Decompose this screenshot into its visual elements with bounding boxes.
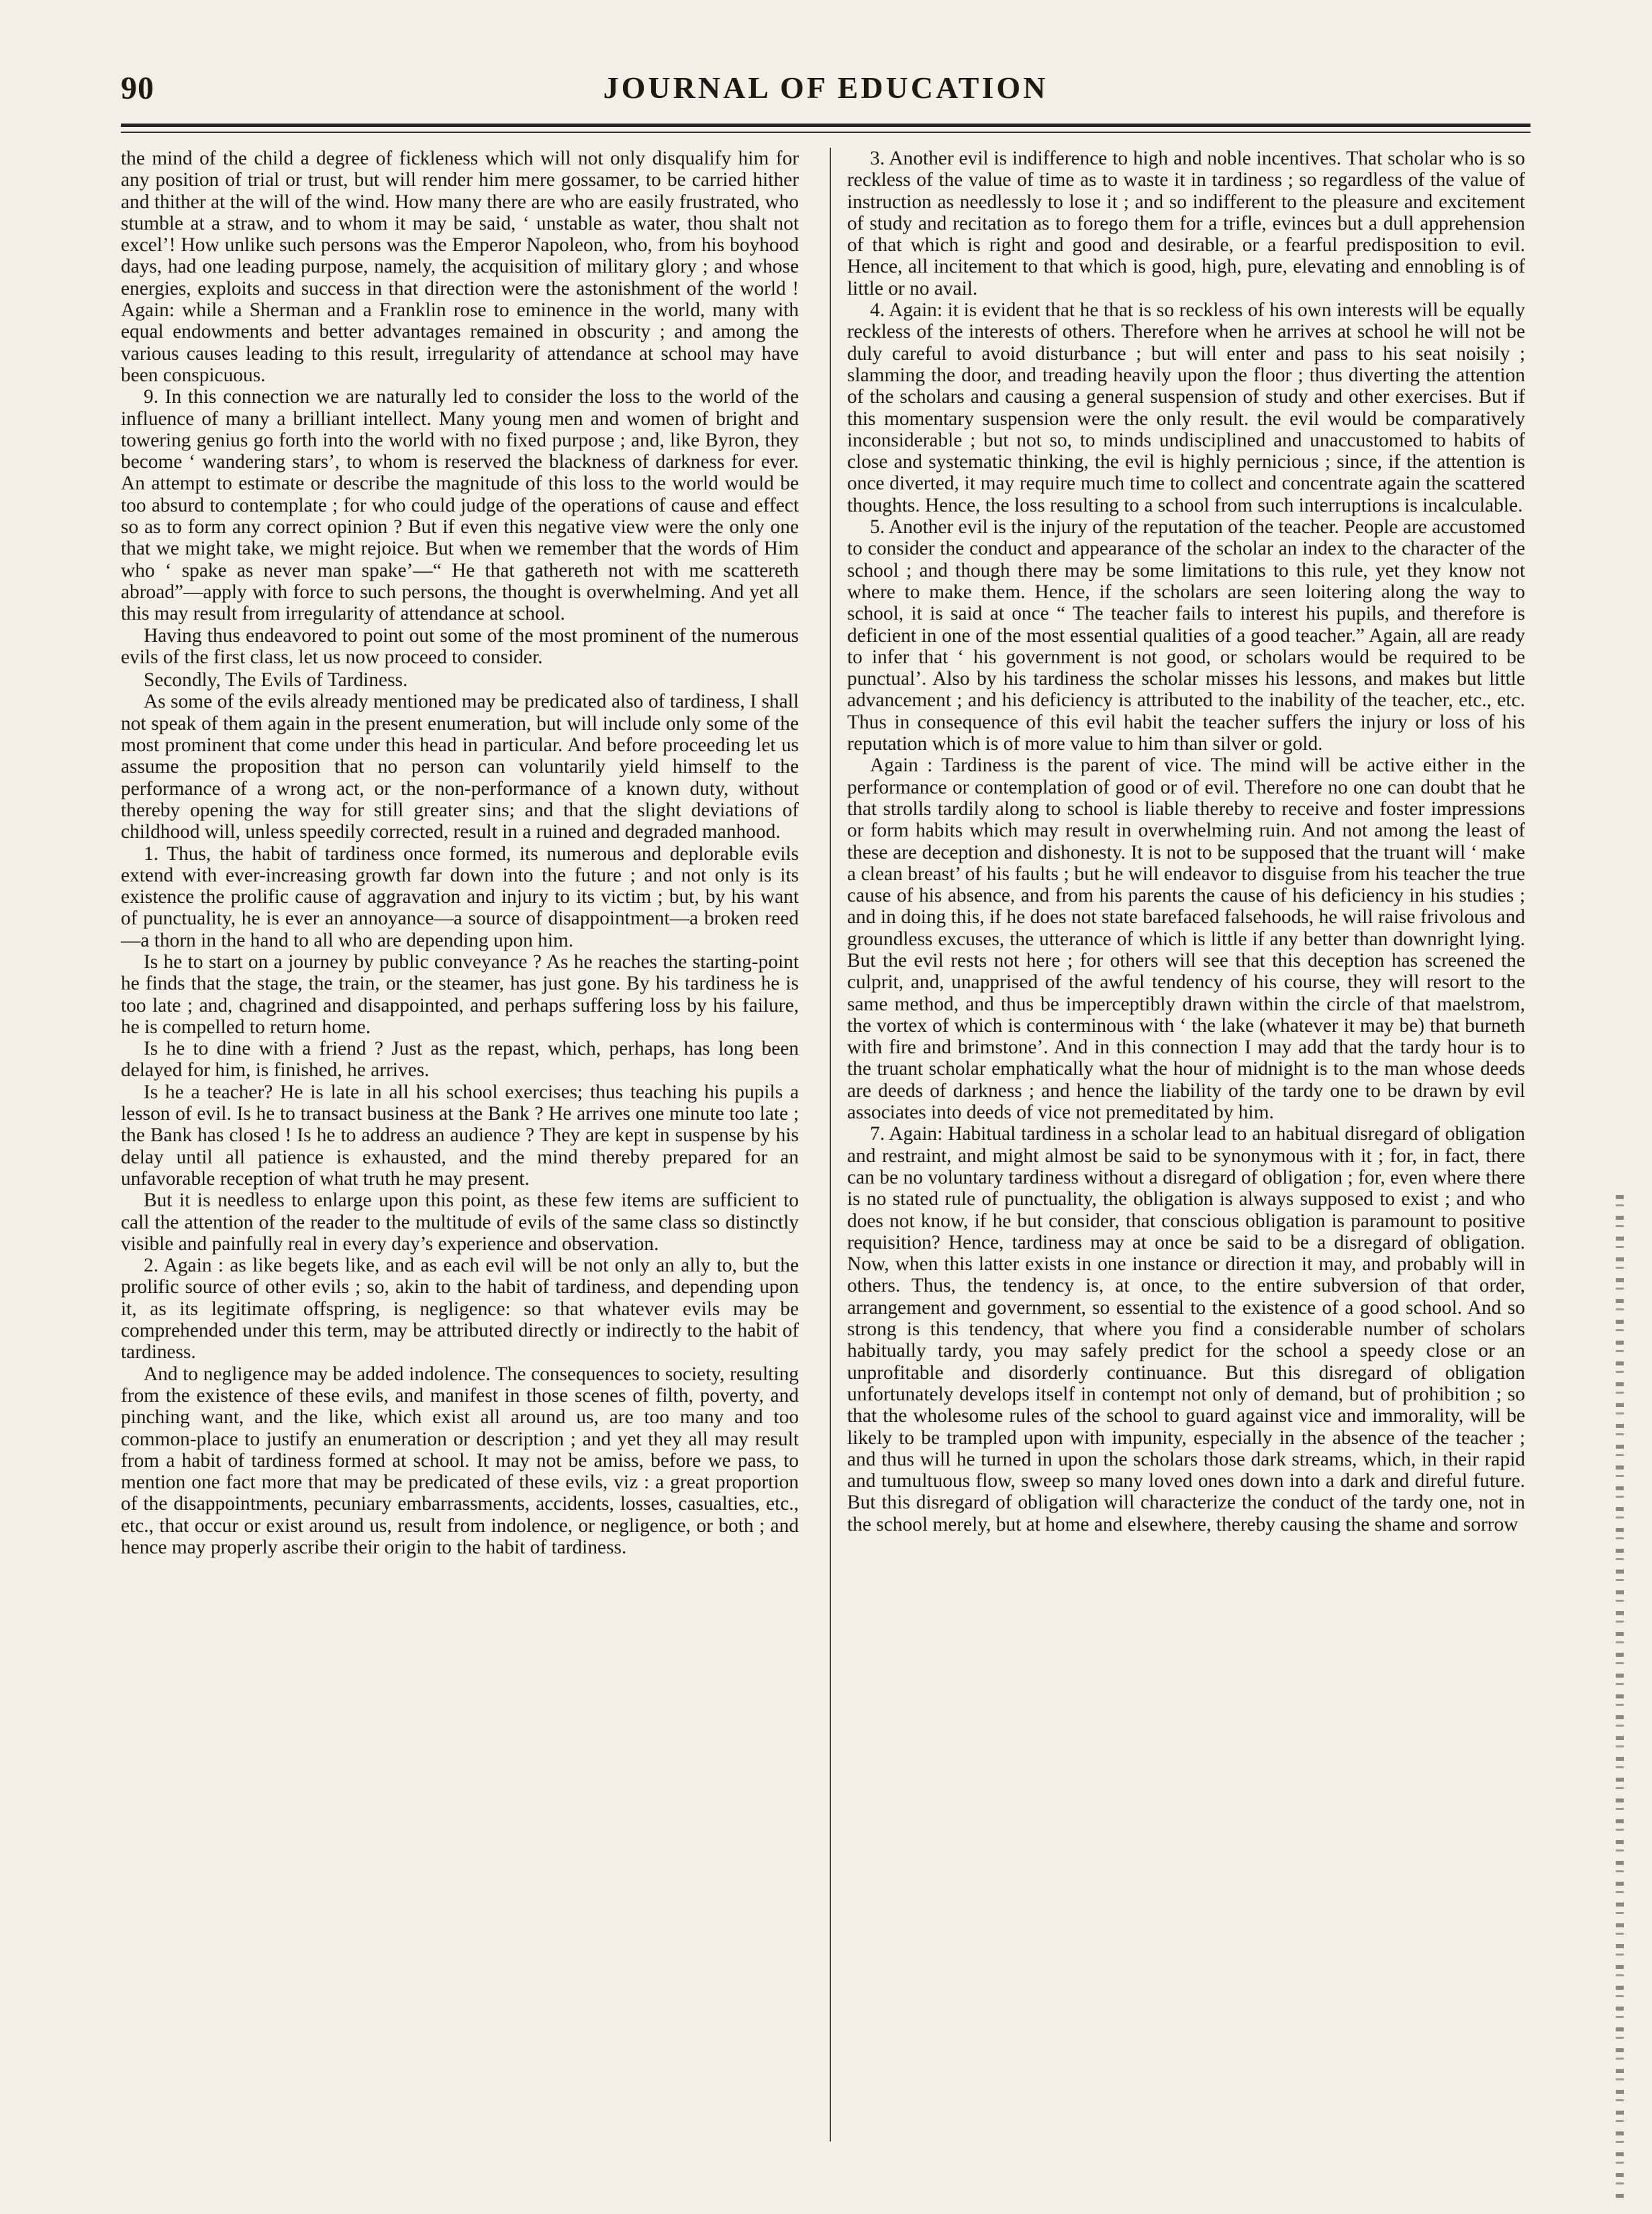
page-number: 90 (121, 70, 154, 106)
paragraph: Again : Tardiness is the parent of vice. The mind will be active either in the performance or contemplation of good or of evil. Therefore no one can doubt that he that strolls tardily along to school is liable thereby to receive and foster impressions or form habits which may result in overwhelming ruin. And not among the least of these are deception and dishonesty. It is not to be supposed that the truant will ‘ make a clean breast’ of his faults ; but he will endeavor to disguise from his teacher the true cause of his absence, and from his parents the cause of his deficiency in his studies ; and in doing this, if he does not state barefaced falsehoods, he will raise frivolous and groundless excuses, the utterance of which is little if any better than downright lying. But the evil rests not here ; for others will see that this deception has screened the culprit, and, unapprised of the awful tendency of his course, they will resort to the same method, and thus be imperceptibly drawn within the circle of that maelstrom, the vortex of which is conterminous with ‘ the lake (whatever it may be) that burneth with fire and brimstone’. And in this connection I may add that the tardy hour is to the truant scholar emphatically what the hour of midnight is to the man whose deeds are deeds of darkness ; and hence the liability of the tardy one to be drawn by evil associates into deeds of vice not premeditated by him. (847, 755, 1525, 1124)
paragraph: 4. Again: it is evident that he that is so reckless of his own interests will be equally reckless of the interests of others. Therefore when he arrives at school he will not be duly careful to avoid disturbance ; but will enter and pass to his seat noisily ; slamming the door, and treading heavily upon the floor ; thus diverting the attention of the scholars and causing a general suspension of study and other exercises. But if this momentary suspension were the only result. the evil would be comparatively inconsiderable ; but not so, to minds undisciplined and unaccustomed to habits of close and systematic thinking, the evil is highly pernicious ; since, if the attention is once diverted, it may require much time to collect and concentrate again the scattered thoughts. Hence, the loss resulting to a school from such interruptions is incalculable. (847, 299, 1525, 516)
paragraph: Is he to dine with a friend ? Just as the repast, which, perhaps, has long been delayed for him, is finished, he arrives. (121, 1038, 799, 1081)
left-column (121, 148, 799, 2155)
paragraph: 9. In this connection we are naturally led to consider the loss to the world of the influence of many a brilliant intellect. Many young men and women of bright and towering genius go forth into the world with no fixed purpose ; and, like Byron, they become ‘ wandering stars’, to whom is reserved the blackness of darkness for ever. An attempt to estimate or describe the magnitude of this loss to the world would be too absurd to contemplate ; for who could judge of the operations of cause and effect so as to form any correct opinion ? But if even this negative view were the only one that we might take, we might rejoice. But when we remember that the words of Him who ‘ spake as never man spake’—“ He that gathereth not with me scattereth abroad”—apply with force to such persons, the thought is overwhelming. And yet all this may result from irregularity of attendance at school. (121, 386, 799, 625)
page-header (121, 70, 1530, 117)
paragraph: Is he to start on a journey by public conveyance ? As he reaches the starting-point he finds that the stage, the train, or the steamer, has just gone. By his tardiness he is too late ; and, chagrined and disappointed, and perhaps suffering loss by his failure, he is compelled to return home. (121, 951, 799, 1038)
paragraph: 1. Thus, the habit of tardiness once formed, its numerous and deplorable evils extend with ever-increasing growth far down into the future ; and not only is its existence the prolific cause of aggravation and injury to its victim ; but, by his want of punctuality, he is ever an annoyance—a source of disappointment—a broken reed —a thorn in the hand to all who are depending upon him. (121, 843, 799, 951)
running-head: JOURNAL OF EDUCATION (603, 70, 1049, 105)
paragraph: 3. Another evil is indifference to high and noble incentives. That scholar who is so reckless of the value of time as to waste it in tardiness ; so regardless of the value of instruction as needlessly to lose it ; and so indifferent to the pleasure and excitement of study and recitation as to forego them for a trifle, evinces but a dull apprehension of that which is right and good and desirable, or a fearful predisposition to evil. Hence, all incitement to that which is good, high, pure, elevating and ennobling is of little or no avail. (847, 148, 1525, 299)
paragraph: 5. Another evil is the injury of the reputation of the teacher. People are accustomed to consider the conduct and appearance of the scholar an index to the character of the school ; and though there may be some limitations to this rule, yet they know not where to make them. Hence, if the scholars are seen loitering along the way to school, it is said at once “ The teacher fails to interest his pupils, and therefore is deficient in one of the most essential qualities of a good teacher.” Again, all are ready to infer that ‘ his government is not good, or scholars would be required to be punctual’. Also by his tardiness the scholar misses his lessons, and makes but little advancement ; and his deficiency is attributed to the inability of the teacher, etc., etc. Thus in consequence of this evil habit the teacher suffers the injury or loss of his reputation which is of more value to him than silver or gold. (847, 516, 1525, 755)
paragraph: But it is needless to enlarge upon this point, as these few items are sufficient to call the attention of the reader to the multitude of evils of the same class so distinctly visible and painfully real in every day’s experience and observation. (121, 1190, 799, 1255)
binding-edge-marks (1616, 1195, 1624, 2202)
paragraph: 7. Again: Habitual tardiness in a scholar lead to an habitual disregard of obligation and restraint, and might almost be said to be synonymous with it ; for, in fact, there can be no voluntary tardiness without a disregard of obligation ; for, even where there is no stated rule of punctuality, the obligation is always supposed to exist ; and who does not know, if he but consider, that conscious obligation is paramount to positive requisition? Hence, tardiness may at once be said to be a disregard of obligation. Now, when this latter exists in one instance or direction it may, and probably will in others. Thus, the tendency is, at once, to the entire subversion of that order, arrangement and government, so essential to the existence of a good school. And so strong is this tendency, that where you find a considerable number of scholars habitually tardy, you may safely predict for the school a speedy close or an unprofitable and disorderly continuance. But this disregard of obligation unfortunately develops itself in contempt not only of demand, but of prohibition ; so that the wholesome rules of the school to guard against vice and immorality, will be likely to be trampled upon with impunity, especially in the absence of the teacher ; and thus will he turned in upon the scholars those dark streams, which, in their rapid and tumultuous flow, sweep so many loved ones down into a dark and direful future. But this disregard of obligation will characterize the conduct of the tardy one, not in the school merely, but at home and elsewhere, thereby causing the shame and sorrow (847, 1123, 1525, 1535)
column-divider (830, 148, 831, 2141)
right-column (847, 148, 1525, 2155)
paragraph: As some of the evils already mentioned may be predicated also of tardiness, I shall not speak of them again in the present enumeration, but will include only some of the most prominent that come under this head in particular. And before proceeding let us assume the proposition that no person can voluntarily yield himself to the performance of a wrong act, or the non-performance of a known duty, without thereby opening the way for still greater sins; and that the slight deviations of childhood will, unless speedily corrected, result in a ruined and degraded manhood. (121, 691, 799, 843)
paragraph: And to negligence may be added indolence. The consequences to society, resulting from the existence of these evils, and manifest in those scenes of filth, poverty, and pinching want, and the like, which exist all around us, are too many and too common-place to justify an enumeration or description ; and yet they all may result from a habit of tardiness formed at school. It may not be amiss, before we pass, to mention one fact more that may be predicated of these evils, viz : a great proportion of the disappointments, pecuniary embarrassments, accidents, losses, casualties, etc., etc., that occur or exist around us, result from indolence, or negligence, or both ; and hence may properly ascribe their origin to the habit of tardiness. (121, 1363, 799, 1558)
paragraph: the mind of the child a degree of fickleness which will not only disqualify him for any position of trial or trust, but will render him mere gossamer, to be carried hither and thither at the will of the wind. How many there are who are easily frustrated, who stumble at a straw, and to whom it may be said, ‘ unstable as water, thou shalt not excel’! How unlike such persons was the Emperor Napoleon, who, from his boyhood days, had one leading purpose, namely, the acquisition of military glory ; and whose energies, exploits and success in that direction were the astonishment of the world ! Again: while a Sherman and a Franklin rose to eminence in the world, many with equal endowments and better advantages remained in obscurity ; and among the various causes leading to this result, irregularity of attendance at school may have been conspicuous. (121, 148, 799, 386)
header-rule-thin (121, 132, 1530, 133)
header-rule (121, 124, 1530, 127)
paragraph: 2. Again : as like begets like, and as each evil will be not only an ally to, but the prolific source of other evils ; so, akin to the habit of tardiness, and depending upon it, as its legitimate offspring, is negligence: so that whatever evils may be comprehended under this term, may be attributed directly or indirectly to the habit of tardiness. (121, 1255, 799, 1363)
paragraph: Having thus endeavored to point out some of the most prominent of the numerous evils of the first class, let us now proceed to consider. (121, 624, 799, 668)
section-heading: Secondly, The Evils of Tardiness. (144, 669, 408, 691)
paragraph: Is he a teacher? He is late in all his school exercises; thus teaching his pupils a lesson of evil. Is he to transact business at the Bank ? He arrives one minute too late ; the Bank has closed ! Is he to address an audience ? They are kept in suspense by his delay until all patience is exhausted, and the mind thereby prepared for an unfavorable reception of what truth he may present. (121, 1081, 799, 1190)
